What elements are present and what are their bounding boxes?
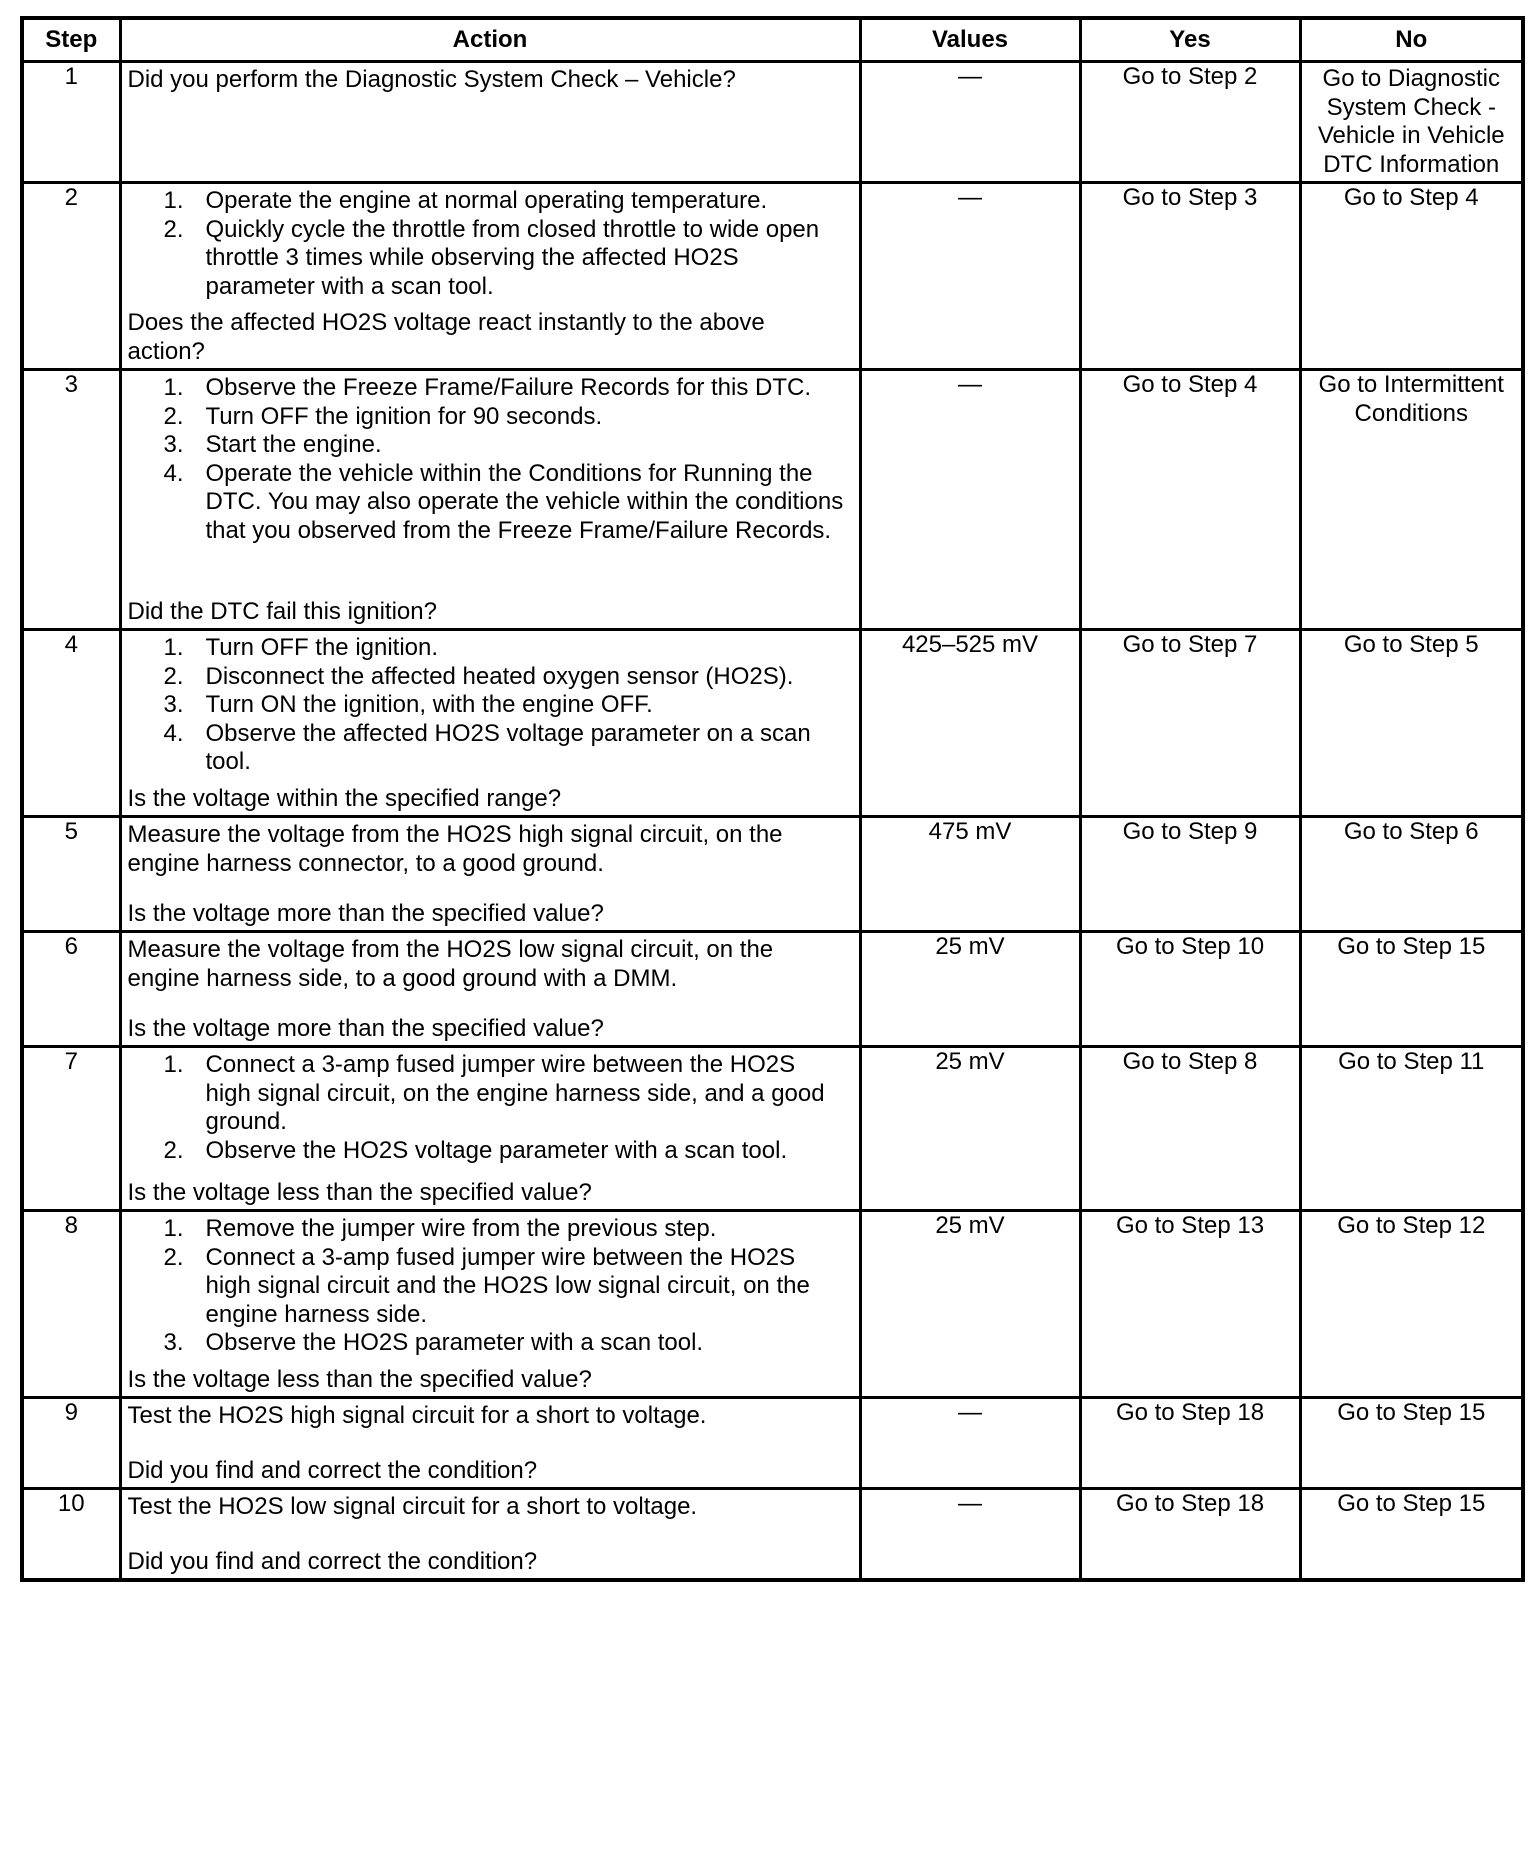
yes-cell [1080, 1489, 1300, 1581]
header-step: Step [22, 18, 120, 62]
list-item-number: 2. [163, 215, 184, 243]
list-item-number: 1. [163, 1215, 184, 1242]
action-text: Did you perform the Diagnostic System Check – Vehicle? [127, 66, 736, 93]
list-item-number: 4. [163, 719, 184, 747]
action-text: Measure the voltage from the HO2S high signal circuit, on the engine harness connector, to a good ground. [127, 821, 783, 877]
list-item [128, 431, 847, 460]
action-question: Did you find and correct the condition? [127, 1456, 538, 1484]
yes-link-text[interactable]: Go to Step 9 [1122, 818, 1258, 845]
list-item-text: Start the engine. [205, 431, 382, 458]
table-row [22, 932, 1523, 1047]
yes-cell [1080, 817, 1300, 932]
yes-link-text[interactable]: Go to Step 4 [1122, 371, 1258, 398]
list-item-number: 1. [163, 634, 184, 661]
yes-cell [1080, 62, 1300, 183]
table-body [22, 62, 1523, 1581]
yes-link-text[interactable]: Go to Step 13 [1115, 1212, 1265, 1239]
list-item-text: Operate the engine at normal operating temperature. [205, 187, 768, 214]
list-item [128, 1244, 847, 1330]
value-cell: 25 mV [860, 1047, 1080, 1211]
list-item-text: Operate the vehicle within the Conditions for Running the DTC. You may also operate the vehicle within the conditions that you observed from the Freeze Frame/Failure Records. [205, 459, 844, 544]
yes-link-text[interactable]: Go to Step 2 [1122, 63, 1258, 90]
list-item-text: Observe the HO2S parameter with a scan tool. [205, 1329, 704, 1356]
list-item [128, 187, 847, 216]
list-item [128, 634, 847, 663]
list-item-number: 2. [163, 1243, 184, 1271]
list-item [128, 216, 847, 302]
no-link-text[interactable]: Go to Step 15 [1337, 1399, 1486, 1426]
list-item-number: 3. [163, 431, 184, 458]
table-row [22, 1047, 1523, 1211]
list-item-number: 4. [163, 459, 184, 487]
no-cell [1300, 370, 1523, 630]
list-item [128, 720, 847, 777]
action-text: Test the HO2S low signal circuit for a short to voltage. [127, 1493, 698, 1520]
value-cell: — [860, 62, 1080, 183]
action-text: Measure the voltage from the HO2S low signal circuit, on the engine harness side, to a good ground with a DMM. [127, 936, 774, 992]
list-item-number: 3. [163, 1329, 184, 1356]
list-item-text: Observe the Freeze Frame/Failure Records for this DTC. [205, 374, 812, 401]
step-number: 7 [22, 1047, 120, 1211]
list-item-number: 1. [163, 374, 184, 401]
action-question: Is the voltage within the specified range? [127, 784, 562, 812]
action-steps-list [128, 1215, 847, 1358]
step-number: 3 [22, 370, 120, 630]
list-item [128, 403, 847, 432]
action-cell [120, 630, 860, 817]
list-item-text: Turn ON the ignition, with the engine OFF. [205, 691, 653, 718]
table-row [22, 183, 1523, 370]
action-question: Does the affected HO2S voltage react instantly to the above action? [127, 309, 765, 365]
action-question: Is the voltage more than the specified value? [127, 899, 604, 927]
action-question: Is the voltage more than the specified value? [127, 1014, 604, 1042]
list-item [128, 1329, 847, 1358]
list-item-number: 2. [163, 402, 184, 430]
list-item-text: Disconnect the affected heated oxygen sensor (HO2S). [205, 662, 794, 690]
action-cell [120, 183, 860, 370]
action-question: Is the voltage less than the specified value? [127, 1365, 592, 1393]
value-cell: — [860, 1398, 1080, 1489]
action-cell [120, 1489, 860, 1581]
list-item-number: 1. [163, 1051, 184, 1078]
header-no: No [1300, 18, 1523, 62]
list-item-number: 3. [163, 691, 184, 718]
no-cell [1300, 62, 1523, 183]
step-number: 2 [22, 183, 120, 370]
list-item-text: Connect a 3-amp fused jumper wire between the HO2S high signal circuit, on the engine harness side, and a good ground. [205, 1051, 825, 1135]
yes-link-text[interactable]: Go to Step 3 [1122, 184, 1258, 211]
no-cell [1300, 932, 1523, 1047]
list-item [128, 374, 847, 403]
step-number: 8 [22, 1211, 120, 1398]
table-row [22, 1398, 1523, 1489]
no-link-text[interactable]: Go to Step 5 [1343, 631, 1479, 658]
list-item [128, 691, 847, 720]
list-item [128, 460, 847, 546]
yes-cell [1080, 183, 1300, 370]
diagnostic-page [20, 16, 1521, 1582]
yes-cell [1080, 630, 1300, 817]
list-item-text: Remove the jumper wire from the previous step. [205, 1215, 717, 1242]
action-steps-list [128, 187, 847, 301]
value-cell: 25 mV [860, 1211, 1080, 1398]
no-cell [1300, 1398, 1523, 1489]
step-number: 10 [22, 1489, 120, 1581]
step-number: 9 [22, 1398, 120, 1489]
list-item-number: 1. [163, 187, 184, 214]
no-cell [1300, 817, 1523, 932]
yes-link-text[interactable]: Go to Step 8 [1122, 1048, 1258, 1075]
no-link-text[interactable]: Go to Step 11 [1338, 1048, 1485, 1075]
step-number: 1 [22, 62, 120, 183]
no-link-text[interactable]: Go to Step 6 [1343, 818, 1479, 845]
list-item-text: Observe the affected HO2S voltage parameter on a scan tool. [205, 719, 811, 775]
list-item [128, 1051, 847, 1137]
no-cell [1300, 1489, 1523, 1581]
no-link-text[interactable]: Go to Diagnostic System Check - Vehicle in Vehicle DTC Information [1317, 65, 1505, 178]
value-cell: — [860, 370, 1080, 630]
step-number: 5 [22, 817, 120, 932]
list-item [128, 1137, 847, 1166]
list-item [128, 663, 847, 692]
yes-cell [1080, 370, 1300, 630]
no-link-text[interactable]: Go to Intermittent Conditions [1318, 371, 1504, 427]
value-cell: 475 mV [860, 817, 1080, 932]
no-cell [1300, 1211, 1523, 1398]
action-steps-list [128, 634, 847, 777]
yes-cell [1080, 1211, 1300, 1398]
list-item-text: Observe the HO2S voltage parameter with a scan tool. [205, 1136, 788, 1164]
list-item-text: Quickly cycle the throttle from closed throttle to wide open throttle 3 times while observing the affected HO2S parameter with a scan tool. [205, 215, 820, 300]
list-item-number: 2. [163, 662, 184, 690]
action-steps-list [128, 1051, 847, 1165]
action-cell [120, 932, 860, 1047]
value-cell: 425–525 mV [860, 630, 1080, 817]
table-row [22, 62, 1523, 183]
yes-link-text[interactable]: Go to Step 10 [1115, 933, 1265, 960]
action-cell [120, 1211, 860, 1398]
header-yes: Yes [1080, 18, 1300, 62]
action-cell [120, 1047, 860, 1211]
action-cell [120, 817, 860, 932]
table-row [22, 1489, 1523, 1581]
action-question: Did you find and correct the condition? [127, 1547, 538, 1575]
list-item-text: Connect a 3-amp fused jumper wire between the HO2S high signal circuit and the HO2S low signal circuit, on the engine harness side. [205, 1243, 810, 1328]
table-row [22, 370, 1523, 630]
value-cell: 25 mV [860, 932, 1080, 1047]
value-cell: — [860, 1489, 1080, 1581]
header-row [22, 18, 1523, 62]
header-action: Action [120, 18, 860, 62]
action-cell [120, 370, 860, 630]
action-steps-list [128, 374, 847, 545]
yes-link-text[interactable]: Go to Step 7 [1122, 631, 1258, 658]
step-number: 4 [22, 630, 120, 817]
yes-link-text[interactable]: Go to Step 18 [1115, 1490, 1265, 1517]
action-question: Is the voltage less than the specified value? [127, 1178, 592, 1206]
yes-link-text[interactable]: Go to Step 18 [1115, 1399, 1265, 1426]
no-link-text[interactable]: Go to Step 15 [1337, 1490, 1486, 1517]
diagnostic-table [20, 16, 1525, 1582]
value-cell: — [860, 183, 1080, 370]
yes-cell [1080, 1398, 1300, 1489]
list-item-text: Turn OFF the ignition for 90 seconds. [205, 402, 603, 430]
list-item-text: Turn OFF the ignition. [205, 634, 439, 661]
yes-cell [1080, 932, 1300, 1047]
action-cell [120, 62, 860, 183]
list-item-number: 2. [163, 1136, 184, 1164]
no-link-text[interactable]: Go to Step 12 [1337, 1212, 1486, 1239]
no-link-text[interactable]: Go to Step 15 [1337, 933, 1486, 960]
table-row [22, 630, 1523, 817]
action-question: Did the DTC fail this ignition? [127, 597, 437, 625]
action-text: Test the HO2S high signal circuit for a short to voltage. [127, 1402, 707, 1429]
list-item [128, 1215, 847, 1244]
no-cell [1300, 630, 1523, 817]
step-number: 6 [22, 932, 120, 1047]
action-cell [120, 1398, 860, 1489]
header-values: Values [860, 18, 1080, 62]
table-row [22, 817, 1523, 932]
table-row [22, 1211, 1523, 1398]
yes-cell [1080, 1047, 1300, 1211]
no-link-text[interactable]: Go to Step 4 [1343, 184, 1479, 211]
no-cell [1300, 183, 1523, 370]
no-cell [1300, 1047, 1523, 1211]
